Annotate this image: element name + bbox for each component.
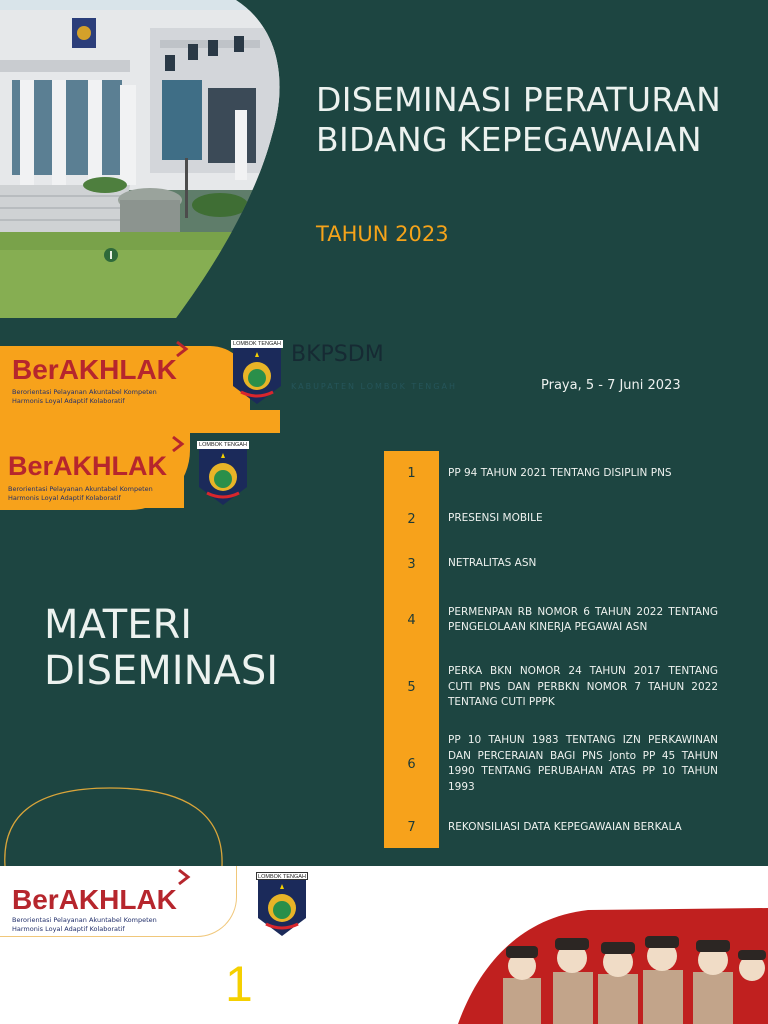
page-number: 1 xyxy=(225,956,253,1012)
chevron-mark-icon xyxy=(170,435,186,453)
row-number: 2 xyxy=(384,496,439,542)
row-number: 6 xyxy=(384,721,439,807)
table-row xyxy=(384,451,730,496)
table-row xyxy=(384,807,730,848)
row-text: PP 10 TAHUN 1983 TENTANG IZN PERKAWINAN DAN PERCERAIAN BAGI PNS Jonto PP 45 TAHUN 1990 TENTANG PERUBAHAN ATAS PP 10 TAHUN 1993 xyxy=(448,734,718,793)
berakhlak-tagline: Berorientasi Pelayanan Akuntabel Kompeten Harmonis Loyal Adaptif Kolaboratif xyxy=(12,916,157,933)
emblem-label: LOMBOK TENGAH xyxy=(231,340,283,348)
title-slide xyxy=(0,0,768,318)
row-number: 4 xyxy=(384,586,439,654)
civil-servants-illustration xyxy=(458,908,768,1024)
table-row xyxy=(384,721,730,807)
branding-band xyxy=(0,318,768,433)
emblem-shield-icon xyxy=(256,880,308,938)
orange-banner-bottom xyxy=(0,410,280,433)
presentation-title xyxy=(316,80,721,160)
row-number: 3 xyxy=(384,542,439,586)
decorative-arc xyxy=(0,783,230,866)
table-row xyxy=(384,542,730,586)
title-line-1: DISEMINASI PERATURAN xyxy=(316,80,722,119)
section-heading-line-1: MATERI xyxy=(44,602,193,648)
emblem-label: LOMBOK TENGAH xyxy=(256,872,308,880)
lombok-tengah-emblem xyxy=(197,441,249,507)
row-text: REKONSILIASI DATA KEPEGAWAIAN BERKALA xyxy=(448,820,682,833)
chevron-mark-icon xyxy=(176,868,192,886)
section-heading-line-2: DISEMINASI xyxy=(44,648,279,694)
berakhlak-logo-text: BerAKHLAK xyxy=(12,884,177,915)
row-number: 7 xyxy=(384,807,439,848)
lombok-tengah-emblem xyxy=(256,872,308,938)
berakhlak-logo-text: BerAKHLAK xyxy=(12,354,177,385)
agency-subtitle: KABUPATEN LOMBOK TENGAH xyxy=(291,382,457,391)
table-row xyxy=(384,586,730,654)
closing-slide xyxy=(0,866,768,1024)
section-heading xyxy=(44,602,278,694)
row-text: PP 94 TAHUN 2021 TENTANG DISIPLIN PNS xyxy=(448,466,672,479)
year-label: TAHUN 2023 xyxy=(316,222,449,246)
lombok-tengah-emblem xyxy=(231,340,283,406)
title-line-2: BIDANG KEPEGAWAIAN xyxy=(316,120,702,159)
row-number: 1 xyxy=(384,451,439,496)
emblem-shield-icon xyxy=(231,348,283,406)
row-number: 5 xyxy=(384,654,439,721)
office-building-photo xyxy=(0,0,290,318)
table-row xyxy=(384,654,730,721)
table-row xyxy=(384,496,730,542)
emblem-shield-icon xyxy=(197,449,249,507)
row-text: PERMENPAN RB NOMOR 6 TAHUN 2022 TENTANG PENGELOLAAN KINERJA PEGAWAI ASN xyxy=(448,605,718,633)
agency-name: BKPSDM xyxy=(291,342,384,367)
berakhlak-logo-text: BerAKHLAK xyxy=(8,451,168,481)
event-date: Praya, 5 - 7 Juni 2023 xyxy=(541,378,681,393)
materials-table xyxy=(384,451,730,848)
berakhlak-tagline: Berorientasi Pelayanan Akuntabel Kompeten Harmonis Loyal Adaptif Kolaboratif xyxy=(12,388,157,405)
row-text: PRESENSI MOBILE xyxy=(448,512,543,525)
row-text: PERKA BKN NOMOR 24 TAHUN 2017 TENTANG CUTI PNS DAN PERBKN NOMOR 7 TAHUN 2022 TENTANG CUTI PPPK xyxy=(448,665,718,709)
emblem-label: LOMBOK TENGAH xyxy=(197,441,249,449)
berakhlak-tagline: Berorientasi Pelayanan Akuntabel Kompeten Harmonis Loyal Adaptif Kolaboratif xyxy=(8,485,153,502)
row-text: NETRALITAS ASN xyxy=(448,557,537,570)
